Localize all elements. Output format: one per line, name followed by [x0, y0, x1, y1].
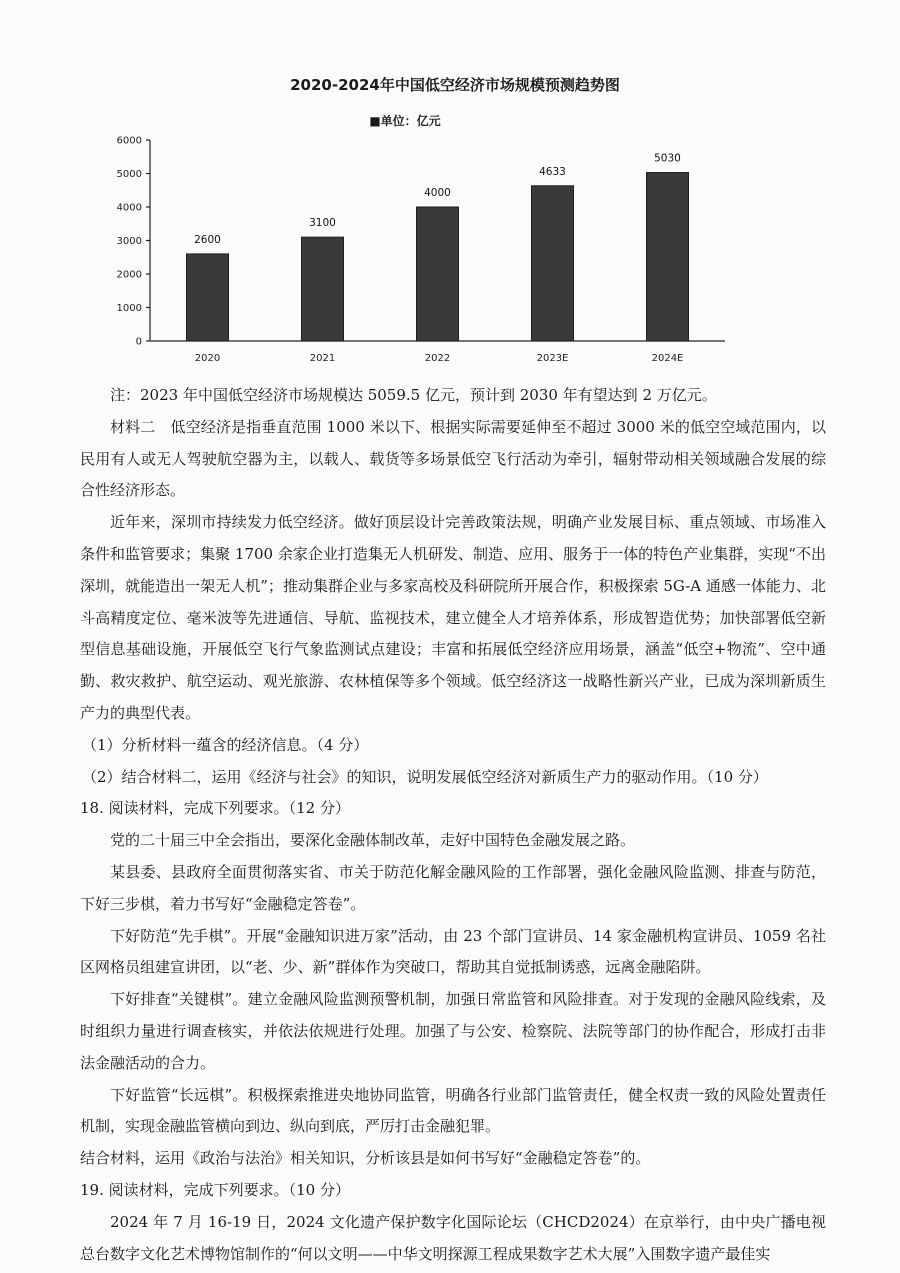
bar	[302, 237, 344, 341]
bar-value-label: 4000	[424, 187, 451, 199]
question-18-requirement: 结合材料，运用《政治与法治》相关知识，分析该县是如何书写好“金融稳定答卷”的。	[80, 1149, 651, 1168]
x-tick-label: 2021	[309, 353, 336, 364]
question-17-2: （2）结合材料二，运用《经济与社会》的知识，说明发展低空经济对新质生产力的驱动作用。（10 分）	[82, 767, 768, 786]
bar	[647, 172, 689, 341]
bar	[532, 186, 574, 341]
y-tick-label: 5000	[116, 169, 142, 180]
bar	[187, 254, 229, 341]
chart-unit-legend: ■单位：亿元	[369, 114, 441, 128]
market-size-bar-chart	[90, 68, 740, 380]
x-tick-label: 2024E	[651, 353, 684, 364]
y-tick-label: 3000	[116, 236, 142, 247]
material-two: 材料二 低空经济是指垂直范围 1000 米以下、根据实际需要延伸至不超过 3000 米的低空空域范围内，以民用有人或无人驾驶航空器为主，以载人、载货等多场景低空飞行活动为牵引，辐射带动相关领域融合发展的综合性经济形态。	[80, 417, 826, 500]
bar-value-label: 2600	[194, 233, 221, 246]
question-19-heading: 19. 阅读材料，完成下列要求。（10 分）	[80, 1180, 350, 1199]
y-tick-label: 0	[135, 336, 142, 348]
q19-paragraph-1: 2024 年 7 月 16-19 日，2024 文化遗产保护数字化国际论坛（CHCD2024）在京举行，由中央广播电视总台数字文化艺术博物馆制作的“何以文明——中华文明探源工程成果数字艺术大展”入围数字遗产最佳实	[80, 1212, 826, 1263]
x-tick-label: 2022	[424, 353, 451, 364]
y-tick-label: 4000	[116, 202, 142, 214]
chart-title: 2020-2024年中国低空经济市场规模预测趋势图	[290, 76, 620, 94]
q18-paragraph-3: 下好防范“先手棋”。开展“金融知识进万家”活动，由 23 个部门宣讲员、14 家金融机构宣讲员、1059 名社区网格员组建宣讲团，以“老、少、新”群体作为突破口，帮助其自觉抵制诱惑，远离金融陷阱。	[80, 926, 826, 977]
x-tick-label: 2023E	[536, 353, 569, 364]
q18-paragraph-1: 党的二十届三中全会指出，要深化金融体制改革，走好中国特色金融发展之路。	[110, 831, 636, 850]
bar-value-label: 5030	[654, 152, 681, 165]
q18-paragraph-4: 下好排查“关键棋”。建立金融风险监测预警机制，加强日常监管和风险排查。对于发现的金融风险线索，及时组织力量进行调查核实，并依法依规进行处理。加强了与公安、检察院、法院等部门的协作配合，形成打击非法金融活动的合力。	[80, 990, 826, 1072]
question-18-heading: 18. 阅读材料，完成下列要求。（12 分）	[80, 799, 350, 818]
y-tick-label: 1000	[116, 303, 142, 314]
q18-paragraph-5: 下好监管“长远棋”。积极探索推进央地协同监管，明确各行业部门监管责任，健全权责一致的风险处置责任机制，实现金融监管横向到边、纵向到底，严厉打击金融犯罪。	[80, 1085, 826, 1136]
question-17-1: （1）分析材料一蕴含的经济信息。（4 分）	[82, 735, 369, 754]
q18-paragraph-2: 某县委、县政府全面贯彻落实省、市关于防范化解金融风险的工作部署，强化金融风险监测、排查与防范，下好三步棋，着力书写好“金融稳定答卷”。	[80, 862, 826, 913]
bar	[417, 207, 459, 341]
document-body	[80, 380, 826, 1270]
chart-note: 注：2023 年中国低空经济市场规模达 5059.5 亿元，预计到 2030 年有望达到 2 万亿元。	[110, 386, 717, 404]
y-tick-label: 2000	[116, 269, 142, 281]
bar-value-label: 3100	[309, 217, 336, 230]
bar-value-label: 4633	[539, 165, 566, 178]
y-tick-label: 6000	[116, 135, 142, 147]
x-tick-label: 2020	[194, 353, 221, 364]
shenzhen-paragraph: 近年来，深圳市持续发力低空经济。做好顶层设计完善政策法规，明确产业发展目标、重点领域、市场准入条件和监管要求；集聚 1700 余家企业打造集无人机研发、制造、应用、服务于一体的特色产业集群，实现“不出深圳，就能造出一架无人机”；推动集群企业与多家高校及科研院所开展合作，积极探索 5G-A 通感一体能力、北斗高精度定位、毫米波等先进通信、导航、监视技术，建立健全人才培养体系，形成智造优势；加快部署低空新型信息基础设施，开展低空飞行气象监测试点建设；丰富和拓展低空经济应用场景，涵盖“低空+物流”、空中通勤、救灾救护、航空运动、观光旅游、农林植保等多个领域。低空经济这一战略性新兴产业，已成为深圳新质生产力的典型代表。	[80, 513, 826, 722]
chart-plot-area	[117, 136, 725, 365]
